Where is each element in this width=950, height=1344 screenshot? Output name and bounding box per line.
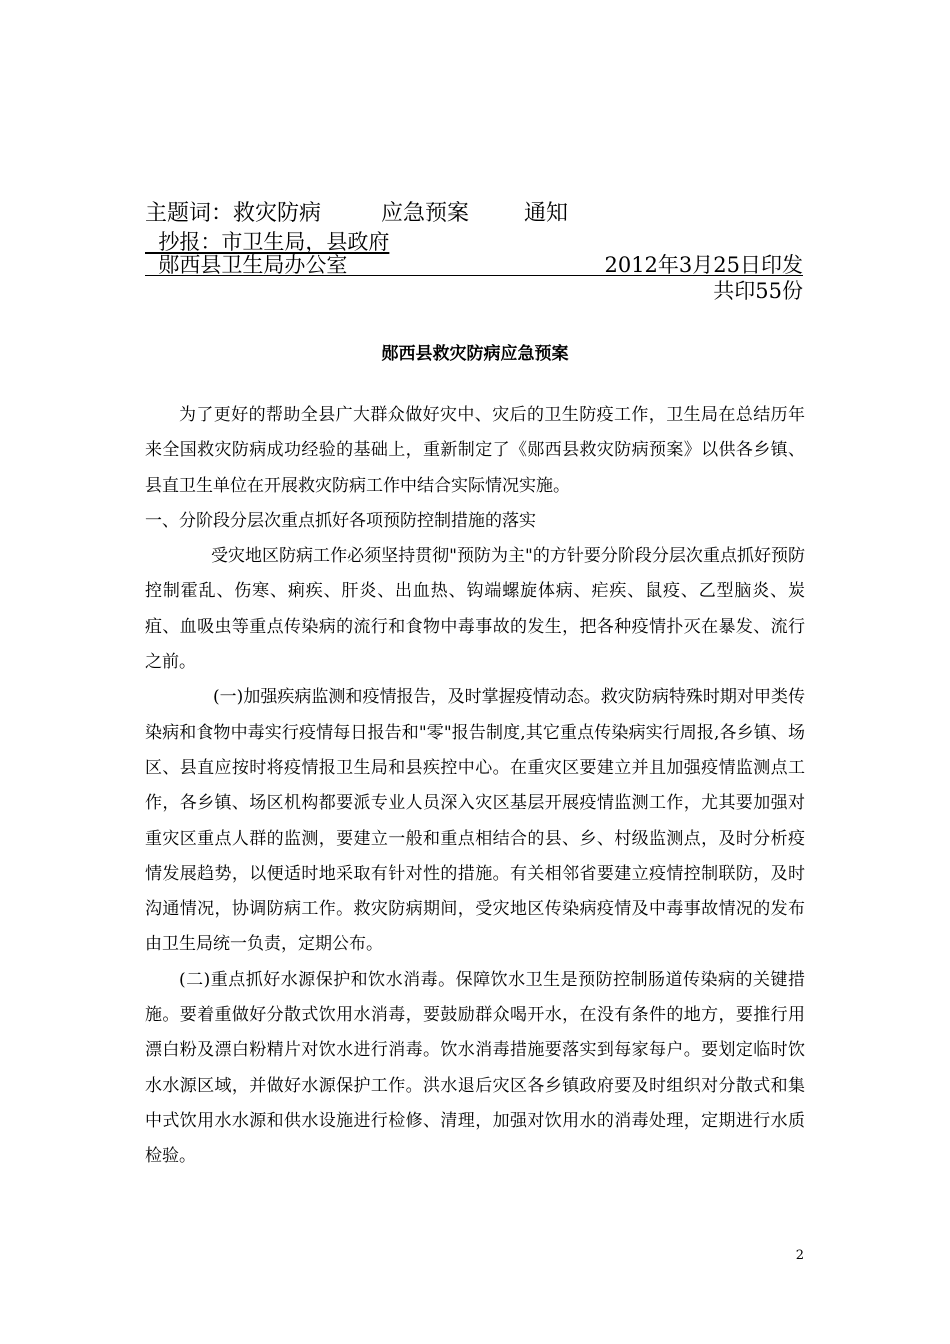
section-heading-1: 一、分阶段分层次重点抓好各项预防控制措施的落实 xyxy=(145,510,536,531)
subject-label: 主题词： xyxy=(145,201,234,226)
subject-word-2: 应急预案 xyxy=(381,201,470,226)
subject-keywords xyxy=(145,196,568,227)
document-body xyxy=(145,398,805,1175)
issue-date: 2012年3月25日印发 xyxy=(604,253,803,277)
paragraph-intro: 为了更好的帮助全县广大群众做好灾中、灾后的卫生防疫工作，卫生局在总结历年来全国救灾防病成功经验的基础上，重新制定了《郧西县救灾防病预案》以供各乡镇、县直卫生单位在开展救灾防病工作中结合实际情况实施。 xyxy=(145,405,805,496)
subject-word-1: 救灾防病 xyxy=(233,201,322,226)
copies-count: 共印55份 xyxy=(713,279,803,303)
office-issue-line xyxy=(145,249,803,276)
paragraph-item-2: (二)重点抓好水源保护和饮水消毒。保障饮水卫生是预防控制肠道传染病的关键措施。要着重做好分散式饮用水消毒，要鼓励群众喝开水，在没有条件的地方，要推行用漂白粉及漂白粉精片对饮水进行消毒。饮水消毒措施要落实到每家每户。要划定临时饮水水源区域，并做好水源保护工作。洪水退后灾区各乡镇政府要及时组织对分散式和集中式饮用水水源和供水设施进行检修、清理，加强对饮用水的消毒处理，定期进行水质检验。 xyxy=(145,969,805,1167)
paragraph-section-1: 受灾地区防病工作必须坚持贯彻"预防为主"的方针要分阶段分层次重点抓好预防控制霍乱、伤寒、痢疾、肝炎、出血热、钩端螺旋体病、疟疾、鼠疫、乙型脑炎、炭疽、血吸虫等重点传染病的流行和食物中毒事故的发生，把各种疫情扑灭在暴发、流行之前。 xyxy=(145,546,805,673)
subject-word-3: 通知 xyxy=(524,201,569,226)
office-name: 郧西县卫生局办公室 xyxy=(145,253,348,277)
paragraph-item-1: (一)加强疾病监测和疫情报告，及时掌握疫情动态。救灾防病特殊时期对甲类传染病和食物中毒实行疫情每日报告和"零"报告制度,其它重点传染病实行周报,各乡镇、场区、县直应按时将疫情报卫生局和县疾控中心。在重灾区要建立并且加强疫情监测点工作，各乡镇、场区机构都要派专业人员深入灾区基层开展疫情监测工作，尤其要加强对重灾区重点人群的监测，要建立一般和重点相结合的县、乡、村级监测点，及时分析疫情发展趋势，以便适时地采取有针对性的措施。有关相邻省要建立疫情控制联防，及时沟通情况，协调防病工作。救灾防病期间，受灾地区传染病疫情及中毒事故情况的发布由卫生局统一负责，定期公布。 xyxy=(145,687,805,955)
page-number: 2 xyxy=(795,1248,804,1263)
cc-line: 抄报：市卫生局，县政府 xyxy=(145,230,390,254)
document-title: 郧西县救灾防病应急预案 xyxy=(381,344,569,364)
